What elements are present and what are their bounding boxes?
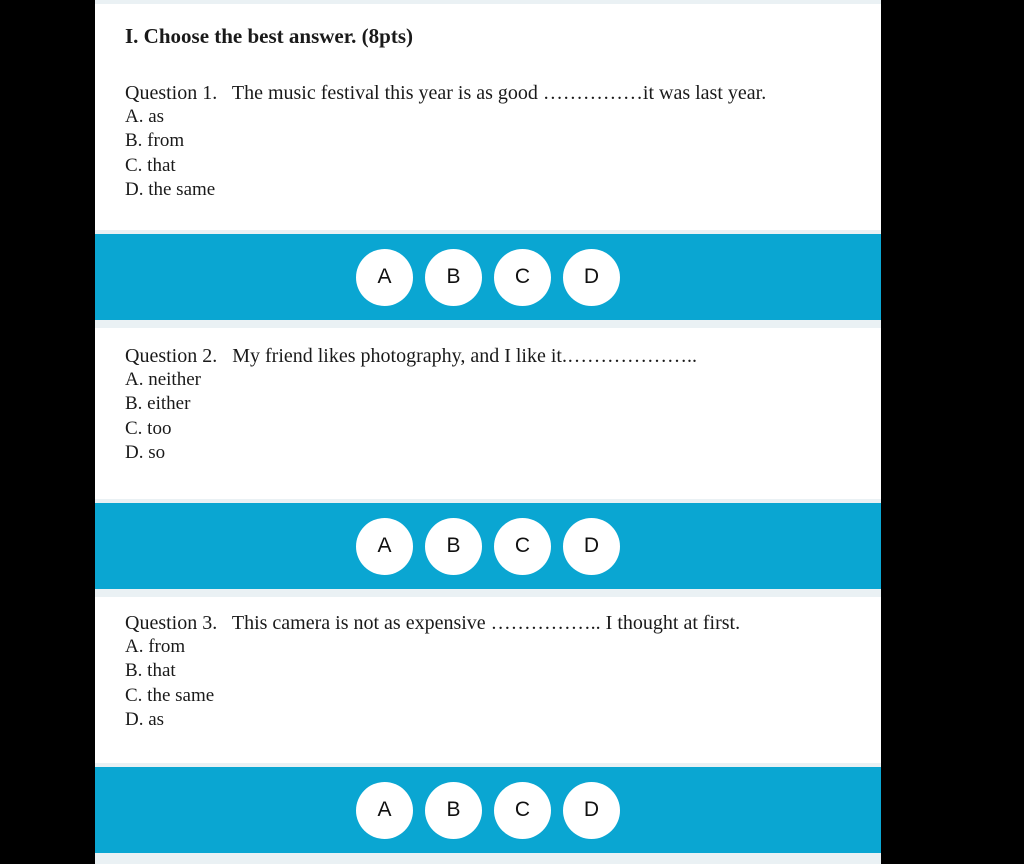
question-2-answer-c[interactable]: C xyxy=(494,518,551,575)
question-2-option-a: A. neither xyxy=(125,369,201,390)
question-2-answer-d[interactable]: D xyxy=(563,518,620,575)
question-2-option-d: D. so xyxy=(125,442,166,464)
question-1-option-a: A. as xyxy=(125,106,165,127)
question-card-3 xyxy=(95,597,881,763)
question-3-answer-b[interactable]: B xyxy=(425,782,482,839)
question-card-2 xyxy=(95,328,881,499)
question-1-answer-b[interactable]: B xyxy=(425,249,482,306)
question-3-text: Question 3. This camera is not as expensive …………….. I thought at first. xyxy=(125,612,741,634)
question-3-answer-bar xyxy=(95,767,881,853)
question-3-option-d: D. as xyxy=(125,709,165,731)
question-2-option-c: C. too xyxy=(125,417,172,439)
question-3-answer-a[interactable]: A xyxy=(356,782,413,839)
question-2-text: Question 2. My friend likes photography, and I like it.……………….. xyxy=(125,345,697,367)
question-1-option-d: D. the same xyxy=(125,179,216,201)
question-2-answer-bar xyxy=(95,503,881,589)
question-1-answer-c[interactable]: C xyxy=(494,249,551,306)
question-1-answer-bar xyxy=(95,234,881,320)
question-1-option-b: B. from xyxy=(125,130,185,152)
question-1-answer-d[interactable]: D xyxy=(563,249,620,306)
question-2-answer-a[interactable]: A xyxy=(356,518,413,575)
question-2-answer-b[interactable]: B xyxy=(425,518,482,575)
quiz-page xyxy=(95,0,881,864)
question-3-answer-c[interactable]: C xyxy=(494,782,551,839)
question-3-answer-d[interactable]: D xyxy=(563,782,620,839)
question-1-text: Question 1. The music festival this year is as good ……………it was last year. xyxy=(125,82,767,104)
question-3-option-a: A. from xyxy=(125,636,186,657)
question-1-answer-a[interactable]: A xyxy=(356,249,413,306)
section-title: I. Choose the best answer. (8pts) xyxy=(125,24,413,48)
question-3-option-c: C. the same xyxy=(125,684,215,706)
question-card-1 xyxy=(95,4,881,230)
question-2-option-b: B. either xyxy=(125,393,191,415)
question-3-option-b: B. that xyxy=(125,660,176,682)
question-1-option-c: C. that xyxy=(125,154,176,176)
